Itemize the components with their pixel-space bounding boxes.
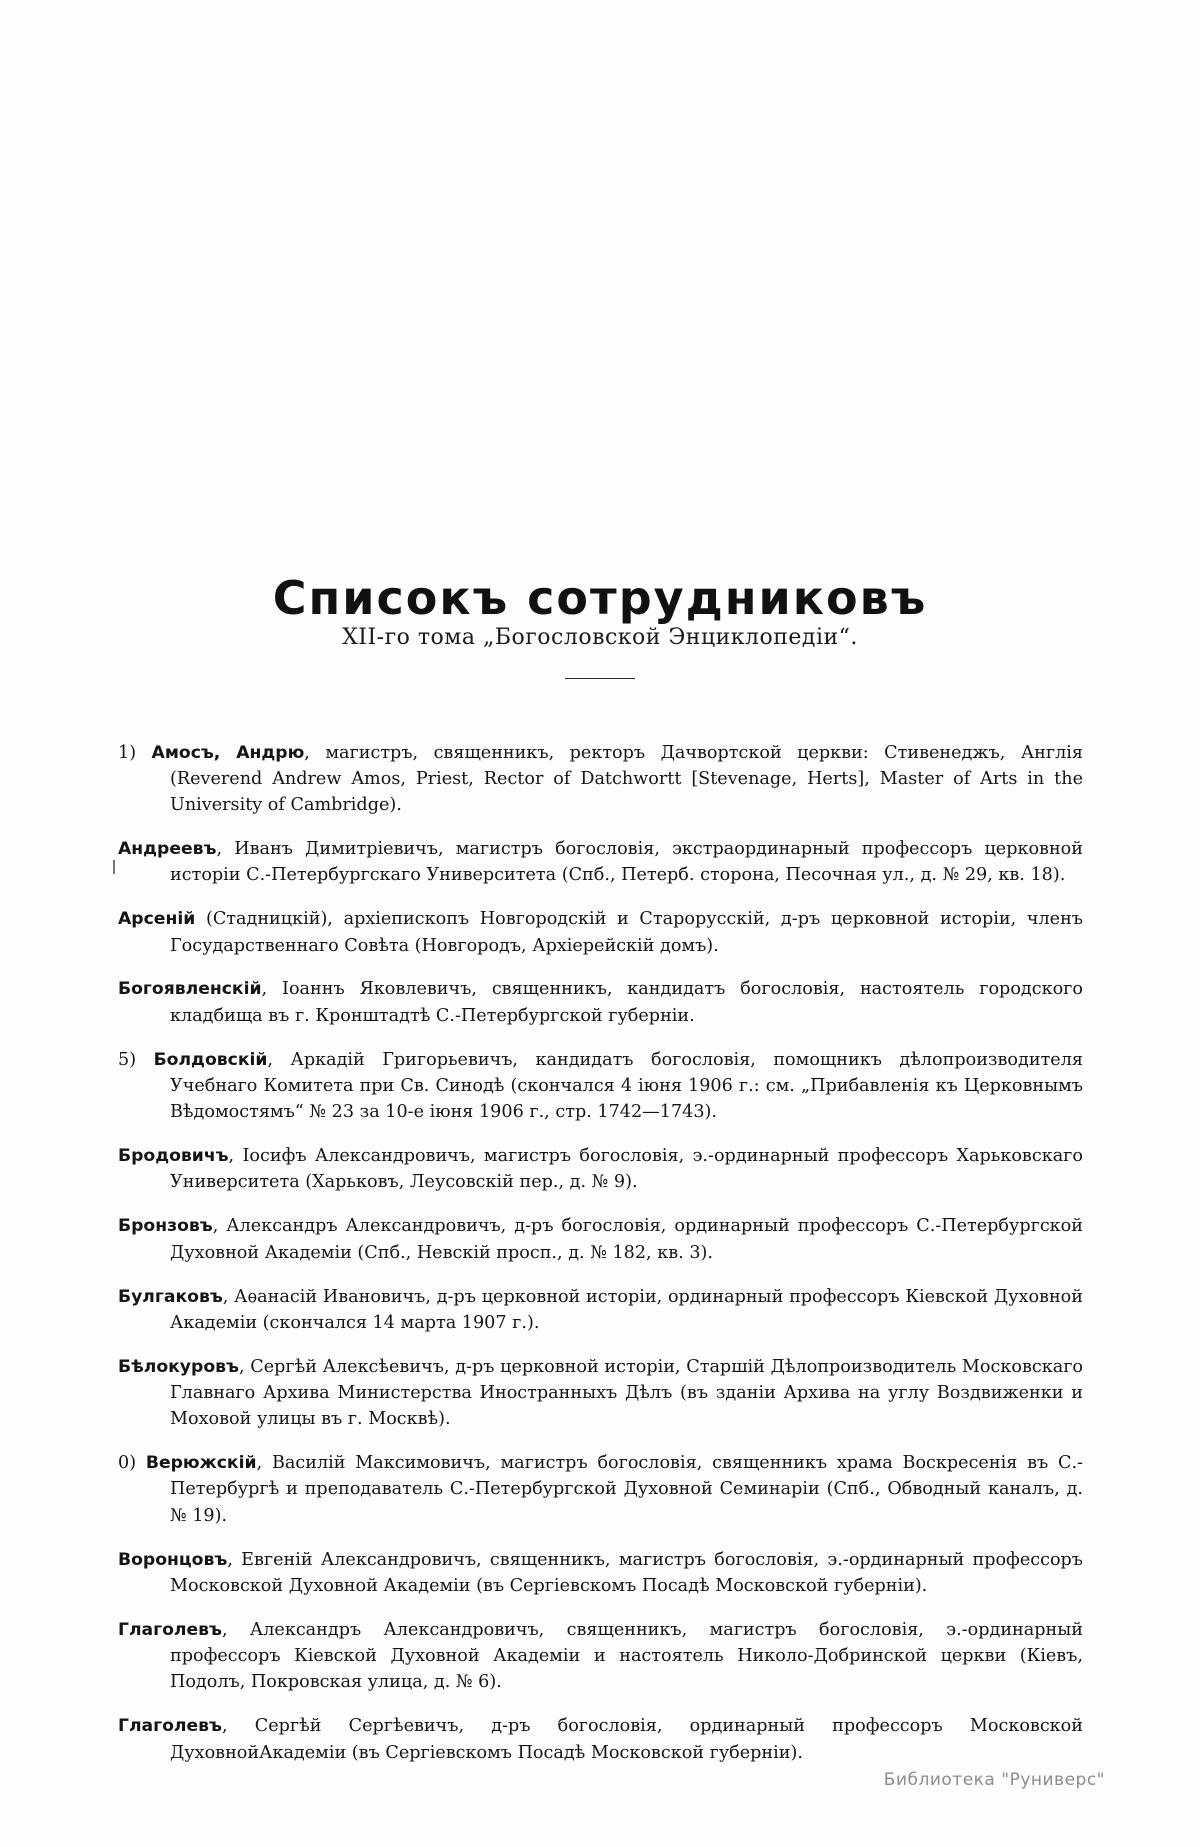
list-item [118, 836, 1083, 889]
library-watermark: Библиотека "Руниверс" [883, 1770, 1105, 1790]
page-title: Списокъ сотрудниковъ [272, 570, 928, 625]
entry-text: , Аѳанасій Ивановичъ, д-ръ церковной исторіи, ординарный профессоръ Кіевской Духовной Академіи (скончался 14 марта 1907 г.). [170, 1286, 1083, 1333]
entry-text: , Іоаннъ Яковлевичъ, священникъ, кандидатъ богословія, настоятель городского кладбища въ г. Кронштадтѣ С.-Петербургской губерніи. [170, 979, 1083, 1026]
entry-surname: Бродовичъ [118, 1146, 229, 1167]
entry-number: 0) [118, 1453, 137, 1474]
entry-text: , Сергѣй Алексѣевичъ, д-ръ церковной исторіи, Старшій Дѣлопроизводитель Московскаго Главнаго Архива Министерства Иностранныхъ Дѣлъ (въ зданіи Архива на углу Воздвиженки и Моховой улицы въ г. Москвѣ). [170, 1356, 1083, 1430]
entry-surname: Арсеній [118, 909, 196, 930]
entry-number: 1) [118, 742, 137, 763]
contributor-list [118, 722, 1083, 1766]
list-item [118, 906, 1083, 959]
list-item [118, 1617, 1083, 1696]
list-item [118, 1143, 1083, 1196]
entry-text: , Александръ Александровичъ, д-ръ богословія, ординарный профессоръ С.-Петербургской Духовной Академіи (Спб., Невскій просп., д. № 182, кв. 3). [170, 1216, 1083, 1263]
list-item [118, 1713, 1083, 1766]
entry-text: , Иванъ Димитріевичъ, магистръ богословія, экстраординарный профессоръ церковной исторіи С.-Петербургскаго Университета (Спб., Петерб. сторона, Песочная ул., д. № 29, кв. 18). [170, 839, 1083, 886]
entry-surname: Глаголевъ [118, 1619, 222, 1640]
entry-surname: Андреевъ [118, 839, 217, 860]
page-subtitle: XII-го тома „Богословской Энциклопедіи“. [342, 625, 858, 650]
entry-surname: Воронцовъ [118, 1549, 228, 1570]
entry-surname: Богоявленскій [118, 979, 262, 1000]
entry-text: , Александръ Александровичъ, священникъ, магистръ богословія, э.-ординарный профессоръ Кіевской Духовной Академіи и настоятель Николо-Добринской церкви (Кіевъ, Подолъ, Покровская улица, д. № 6). [170, 1619, 1083, 1693]
entry-surname: Глаголевъ [118, 1716, 222, 1737]
list-item [118, 1047, 1083, 1126]
entry-text: , Василій Максимовичъ, магистръ богословія, священникъ храма Воскресенія въ С.-Петербургѣ и преподаватель С.-Петербургской Духовной Семинаріи (Спб., Обводный каналъ, д. № 19). [170, 1453, 1083, 1526]
entry-surname: Болдовскій [153, 1049, 268, 1070]
list-item [118, 976, 1083, 1029]
entry-text: , магистръ, священникъ, ректоръ Дачвортской церкви: Стивенеджъ, Англія (Reverend Andrew Amos, Priest, Rector of Datchwortt [Stevenage, Herts], Master of Arts in the University of Cambridge). [170, 742, 1083, 816]
list-item [118, 1284, 1083, 1337]
entry-text: (Стадницкій), архіепископъ Новгородскій и Старорусскій, д-ръ церковной исторіи, членъ Государственнаго Совѣта (Новгородъ, Архіерейскій домъ). [170, 909, 1083, 956]
list-item [118, 740, 1083, 819]
entry-text: , Аркадій Григорьевичъ, кандидатъ богословія, помощникъ дѣлопроизводителя Учебнаго Комитета при Св. Синодѣ (скончался 4 іюня 1906 г.: см. „Прибавленія къ Церковнымъ Вѣдомостямъ“ № 23 за 10-е іюня 1906 г., стр. 1742—1743). [170, 1049, 1083, 1123]
entry-surname: Бронзовъ [118, 1216, 213, 1237]
page-edge-mark [113, 860, 115, 874]
entry-surname: Булгаковъ [118, 1286, 223, 1307]
entry-text: , Сергѣй Сергѣевичъ, д-ръ богословія, ординарный профессоръ Московской ДуховнойАкадеміи (въ Сергіевскомъ Посадѣ Московской губерніи). [170, 1716, 1083, 1763]
list-item [118, 1354, 1083, 1433]
entry-text: , Іосифъ Александровичъ, магистръ богословія, э.-ординарный профессоръ Харьковскаго Университета (Харьковъ, Леусовскій пер., д. № 9). [170, 1146, 1083, 1193]
entry-text: , Евгеній Александровичъ, священникъ, магистръ богословія, э.-ординарный профессоръ Московской Духовной Академіи (въ Сергіевскомъ Посадѣ Московской губерніи). [170, 1549, 1083, 1596]
entry-number: 5) [118, 1049, 137, 1070]
list-item [118, 1213, 1083, 1266]
entry-surname: Бѣлокуровъ [118, 1356, 239, 1377]
divider-rule [565, 678, 635, 679]
entry-surname: Верюжскій [145, 1453, 257, 1474]
list-item [118, 1547, 1083, 1600]
list-item [118, 1450, 1083, 1529]
entry-surname: Амосъ, Андрю [151, 742, 305, 763]
